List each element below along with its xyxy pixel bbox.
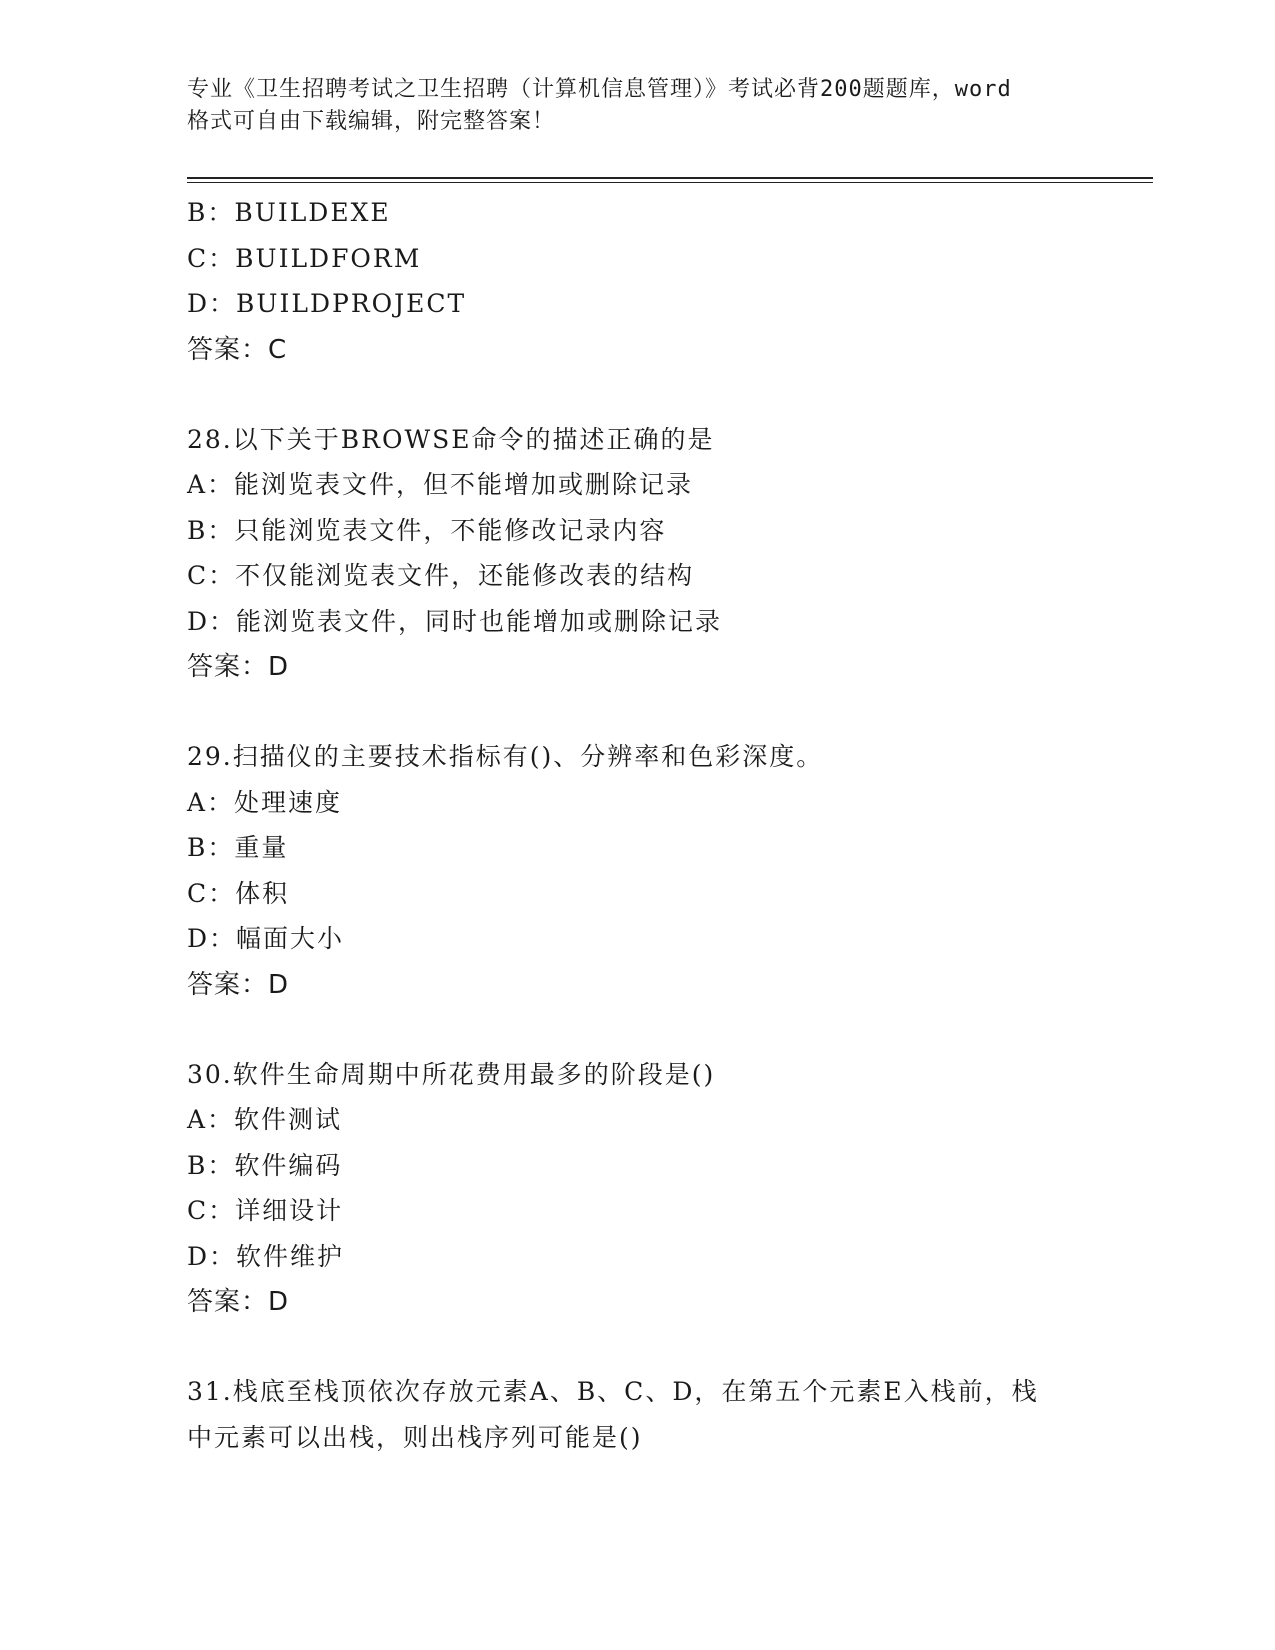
header-line-2: 格式可自由下载编辑，附完整答案！ (187, 109, 556, 134)
header-line-1: 专业《卫生招聘考试之卫生招聘（计算机信息管理）》考试必背200题题库，word (187, 77, 1012, 102)
option-c: C：体积 (187, 878, 290, 908)
answer: 答案：D (187, 652, 290, 682)
question-30 (187, 1052, 1087, 1326)
option-b: B：BUILDEXE (187, 198, 391, 227)
option-a: A：处理速度 (187, 787, 343, 817)
spacer (187, 690, 1087, 734)
option-d: D：软件维护 (187, 1241, 345, 1271)
option-d: D：幅面大小 (187, 924, 345, 953)
spacer (187, 373, 1087, 417)
question-27-continued (187, 190, 1087, 373)
option-b: B：只能浏览表文件，不能修改记录内容 (187, 515, 667, 545)
answer: 答案：D (187, 1287, 290, 1317)
question-stem-line-2: 中元素可以出栈，则出栈序列可能是() (187, 1422, 643, 1452)
option-a: A：软件测试 (187, 1105, 343, 1134)
question-stem: 29.扫描仪的主要技术指标有()、分辨率和色彩深度。 (187, 742, 824, 771)
question-28 (187, 417, 1087, 691)
question-stem: 30.软件生命周期中所花费用最多的阶段是() (187, 1059, 716, 1089)
spacer (187, 1325, 1087, 1369)
option-d: D：BUILDPROJECT (187, 289, 467, 318)
header-divider-thick (187, 177, 1153, 179)
spacer (187, 1008, 1087, 1052)
answer: 答案：C (187, 334, 288, 365)
option-c: C：不仅能浏览表文件，还能修改表的结构 (187, 561, 695, 590)
question-list (187, 190, 1087, 1460)
option-d: D：能浏览表文件，同时也能增加或删除记录 (187, 606, 723, 636)
option-a: A：能浏览表文件，但不能增加或删除记录 (187, 470, 694, 499)
option-c: C：BUILDFORM (187, 243, 422, 273)
question-29 (187, 734, 1087, 1008)
question-31 (187, 1369, 1087, 1460)
header-divider-thin (187, 182, 1153, 183)
option-c: C：详细设计 (187, 1196, 344, 1225)
answer: 答案：D (187, 969, 290, 1000)
option-b: B：重量 (187, 833, 289, 862)
document-header (187, 74, 1087, 138)
option-b: B：软件编码 (187, 1150, 343, 1180)
question-stem: 28.以下关于BROWSE命令的描述正确的是 (187, 424, 715, 454)
question-stem-line-1: 31.栈底至栈顶依次存放元素A、B、C、D，在第五个元素E入栈前，栈 (187, 1377, 1039, 1406)
